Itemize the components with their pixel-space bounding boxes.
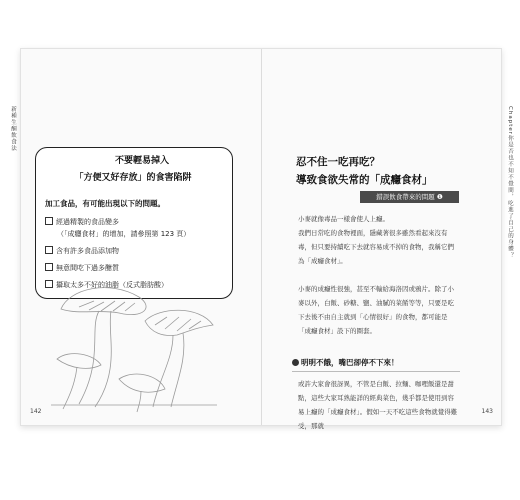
paragraph: 小麥的成癮性很強，甚至不輸給海洛因或鴉片。除了小麥以外，白飯、砂糖、鹽、油膩的菜餚等等，只要是吃下去後不由自主就到「心情很好」的食物，都可能是「成癮食材」設下的圈套。: [298, 285, 454, 335]
checklist-item: 含有許多食品添加物: [45, 246, 119, 256]
tip-box-title-line1: 不要輕易掉入: [114, 156, 169, 166]
book-spread: [10, 48, 513, 430]
section-title-line2: 導致食欲失常的「成癮食材」: [296, 174, 433, 186]
checklist-item: 無意間吃下過多醣質: [45, 263, 119, 273]
bullet-icon: [292, 359, 299, 366]
chapter-title: 你是否也不知不覺間，吃進了自己的身體？: [507, 135, 513, 259]
right-page: [261, 49, 513, 430]
right-side-label: [506, 106, 514, 259]
checklist-item: 攝取太多不好的油脂（反式脂肪酸）: [45, 280, 168, 290]
tip-box-title-line2: 「方便又好存放」的食害陷阱: [74, 173, 192, 183]
paragraph: 我們日常吃的食物裡面，隱藏著很多雖然看起來沒有毒，但只要持續吃下去就容易成不掉的食物，我稱它們為「成癮食材」。: [298, 229, 454, 265]
mushroom-illustration: [49, 209, 219, 414]
paragraph: 或許大家會很訝異，不管是白飯、拉麵、咖哩飯還是甜點，這些大家耳熟能詳的經典菜色，幾乎都是使用到容易上癮的「成癮食材」。假如一天不吃這些食物就覺得難受，那就: [298, 380, 458, 430]
checklist-item-note: （「成癮食材」的增加，請參照第 123 頁）: [57, 230, 191, 238]
left-side-label: 新種生酮飲食法: [10, 106, 16, 152]
left-page: [10, 49, 261, 425]
section-title-line1: 忍不住一吃再吃？: [296, 156, 380, 168]
page-number-right: 143: [481, 408, 493, 415]
tip-box-heading: 加工食品，有可能出現以下的問題。: [45, 199, 165, 208]
subheading: 明明不餓，嘴巴卻停不下來！: [292, 357, 399, 368]
checklist-item: 經過精製的食品變多: [45, 217, 119, 227]
chapter-label: Chapter: [507, 106, 513, 135]
paragraph: 小麥就像毒品一樣會使人上癮。: [298, 215, 389, 223]
section-tag: 錯誤飲食帶來的問題 ❶: [360, 191, 459, 203]
divider: [292, 371, 460, 372]
page-number-left: 142: [30, 408, 42, 415]
